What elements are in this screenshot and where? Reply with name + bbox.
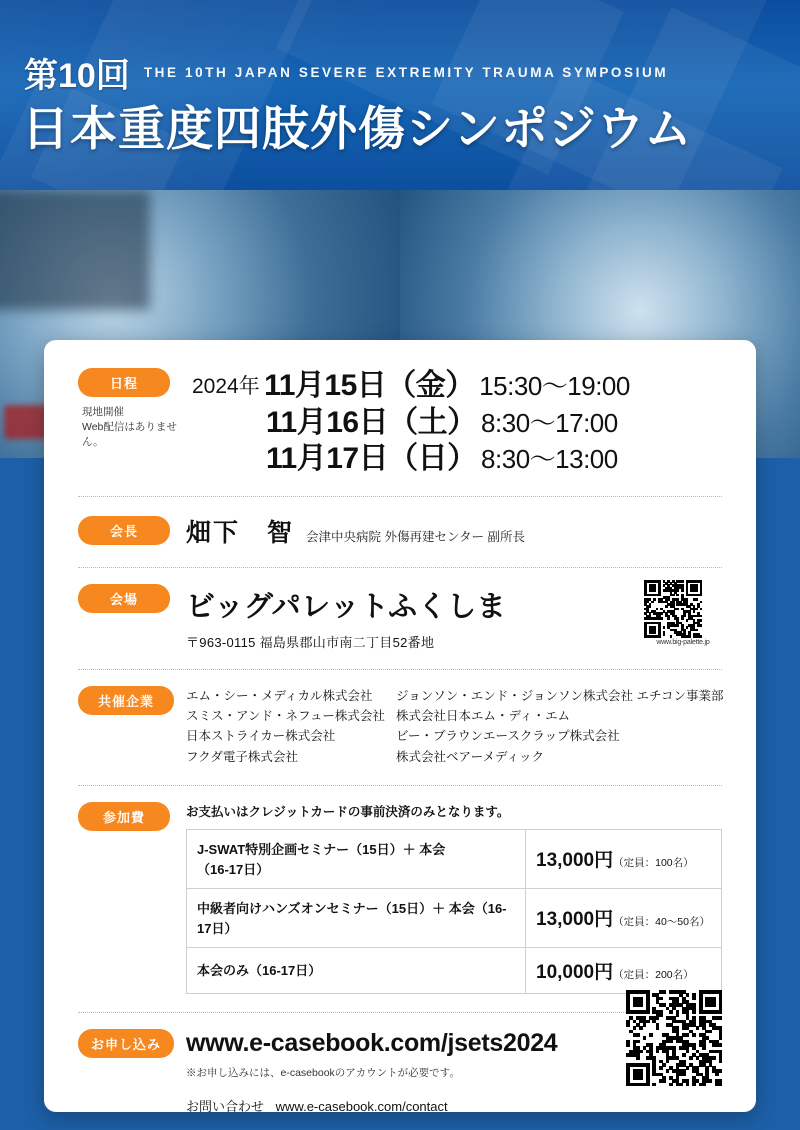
sponsors-column-left [186,686,386,767]
schedule-line [192,405,722,442]
fee-price-cell [526,947,722,993]
venue-section [78,584,722,651]
schedule-date: 11月15日（金） [264,369,475,402]
table-row [187,888,722,947]
schedule-line [192,441,722,478]
divider [78,496,722,497]
fee-name-sub: （16-17日） [197,861,270,877]
chairman-section [78,513,722,549]
fee-name: 本会のみ [197,963,250,979]
sponsor-item: スミス・アンド・ネフュー株式会社 [186,709,385,724]
title-row [24,48,668,97]
fee-name-cell [187,947,526,993]
schedule-label-col [78,368,186,451]
chairman-label-col [78,516,186,545]
fees-content [186,802,722,994]
photo-shadow [0,190,150,310]
chairman-label: 会長 [78,516,170,545]
schedule-label: 日程 [78,368,170,397]
fee-name-cell [187,888,526,947]
apply-qr-code[interactable] [626,990,722,1086]
schedule-year: 2024年 [192,375,260,398]
hero-banner [0,0,800,190]
divider [78,785,722,786]
venue-label-col [78,584,186,613]
venue-info [186,584,644,651]
fees-table [186,829,722,994]
venue-qr-block [644,580,722,646]
venue-label: 会場 [78,584,170,613]
schedule-time: 8:30～13:00 [481,444,618,475]
page-title: 日本重度四肢外傷シンポジウム [22,102,693,155]
sponsor-item: ビー・ブラウンエースクラップ株式会社 [396,729,620,744]
contact-line [186,1096,722,1115]
sponsor-item: エム・シー・メディカル株式会社 [186,688,373,703]
fee-price-cell [526,888,722,947]
sponsor-item: ジョンソン・エンド・ジョンソン株式会社 エチコン事業部 [396,688,724,703]
sponsors-label-col [78,686,186,715]
chairman-affiliation: 会津中央病院 外傷再建センター 副所長 [306,529,525,544]
sponsors-label: 共催企業 [78,686,174,715]
fee-name-sub: （16-17日） [197,900,507,936]
schedule-time: 15:30～19:00 [479,371,630,401]
venue-qr-caption: www.big-palette.jp [656,638,710,646]
info-card [44,340,756,1112]
apply-url[interactable]: www.e-casebook.com/jsets2024 [186,1028,558,1057]
fee-name-plus: ＋ 本会 [402,841,446,857]
schedule-lines [192,368,722,478]
schedule-note-line1: 現地開催 [82,406,124,418]
venue-qr-code[interactable] [644,580,702,638]
schedule-section [78,368,722,478]
sponsors-section [78,686,722,767]
sponsor-item: 日本ストライカー株式会社 [186,729,336,744]
apply-label: お申し込み [78,1029,174,1058]
table-row [187,947,722,993]
contact-label: お問い合わせ [186,1098,265,1114]
fee-capacity: （定員：200名） [613,968,694,981]
venue-name: ビッグパレットふくしま [186,590,507,623]
fee-name-sub: （15日） [349,841,403,857]
schedule-date: 11月17日（日） [266,442,477,476]
fees-label-col [78,802,186,831]
sponsors-grid [186,686,756,767]
fee-name: 中級者向けハンズオンセミナー [197,900,379,916]
schedule-note [82,405,186,451]
table-row [187,829,722,888]
sponsor-item: 株式会社ベアーメディック [396,749,545,764]
divider [78,669,722,670]
fees-label: 参加費 [78,802,170,831]
schedule-date: 11月16日（土） [266,405,477,439]
fee-name-cell [187,829,526,888]
chairman-name: 畑下 智 [186,518,295,547]
apply-label-col [78,1029,186,1058]
apply-note: ※お申し込みには、e-casebookのアカウントが必要です。 [186,1066,460,1079]
contact-url[interactable]: www.e-casebook.com/contact [275,1098,448,1114]
fee-name-sub: （15日） [378,900,433,916]
fee-name-plus: ＋ 本会 [432,900,475,916]
divider [78,567,722,568]
fee-capacity: （定員：40～50名） [613,916,710,929]
fee-amount: 13,000円 [536,909,614,931]
schedule-note-line2: Web配信はありません。 [82,421,177,449]
chairman-info [186,513,525,549]
schedule-line [192,368,722,405]
sponsor-item: 株式会社日本エム・ディ・エム [396,709,571,724]
fee-name: J-SWAT特別企画セミナー [197,841,350,857]
fee-capacity: （定員：100名） [613,857,694,870]
fees-section [78,802,722,994]
sponsor-item: フクダ電子株式会社 [186,749,298,764]
fee-name-sub: （16-17日） [249,963,322,979]
fee-amount: 13,000円 [536,850,614,872]
fee-amount: 10,000円 [536,961,614,983]
venue-address: 〒963-0115 福島県郡山市南二丁目52番地 [186,634,435,650]
sponsors-column-right [396,686,756,767]
english-title: THE 10TH JAPAN SEVERE EXTREMITY TRAUMA SYMPOSIUM [143,65,669,80]
fee-price-cell [526,829,722,888]
edition-number: 第10回 [24,57,130,95]
payment-note: お支払いはクレジットカードの事前決済のみとなります。 [186,804,510,819]
schedule-time: 8:30～17:00 [481,407,618,438]
